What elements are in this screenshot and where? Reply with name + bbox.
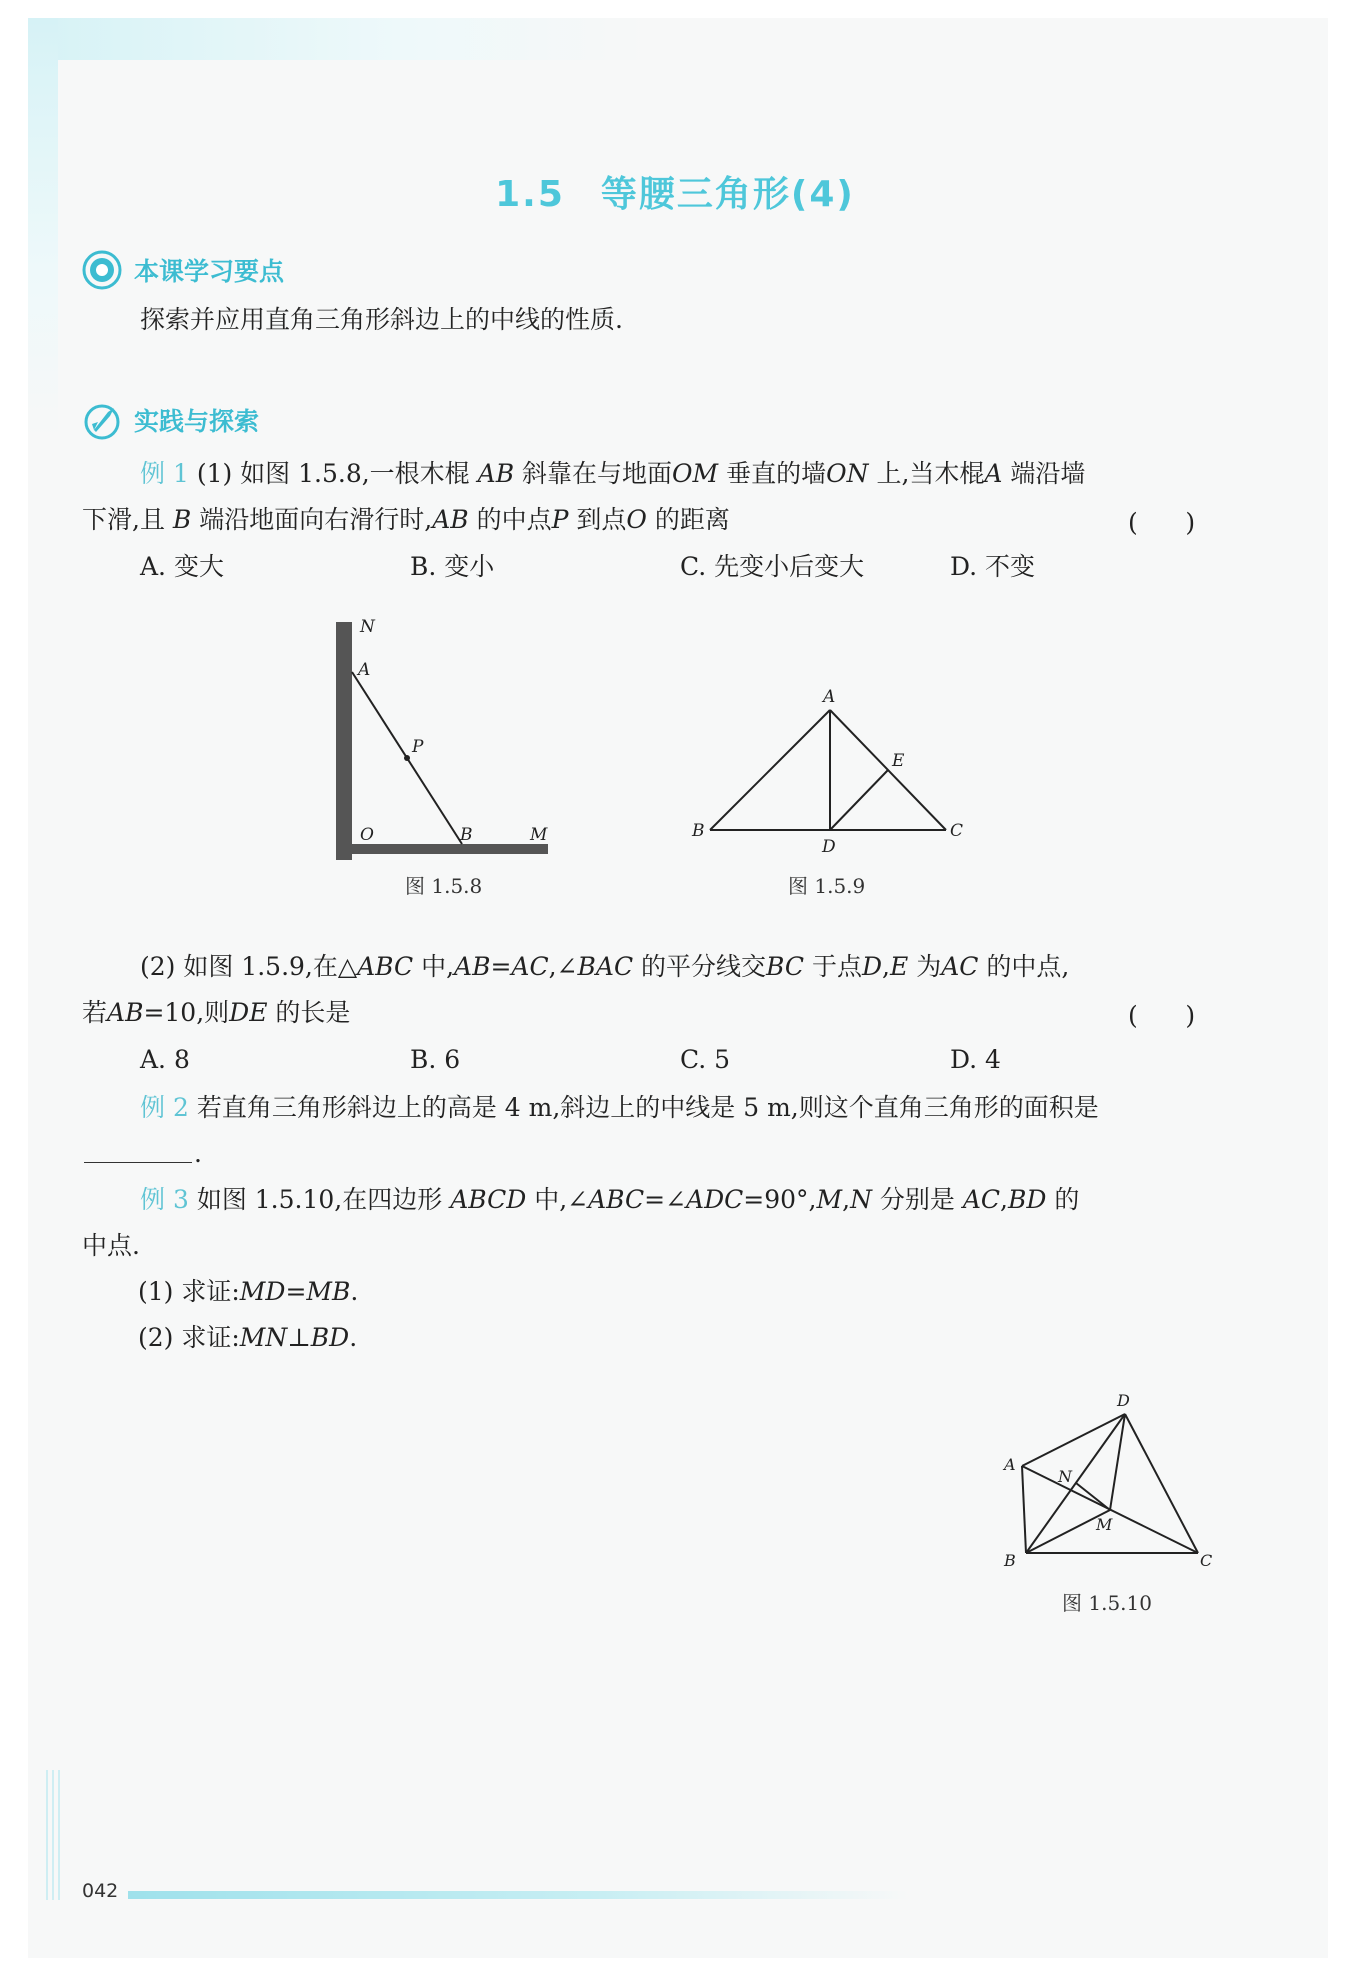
segment-de bbox=[830, 770, 888, 830]
math-var: AB bbox=[432, 505, 469, 534]
option-d: D. 不变 bbox=[950, 552, 1036, 581]
side-dc bbox=[1125, 1414, 1198, 1553]
text-segment: 到点 bbox=[576, 505, 627, 534]
label-n: N bbox=[360, 617, 375, 637]
footer-bar bbox=[128, 1891, 908, 1899]
label-n: N bbox=[1058, 1467, 1072, 1486]
label-b: B bbox=[460, 825, 473, 845]
text-segment: 上,当木棍 bbox=[876, 459, 985, 488]
example2-text: 若直角三角形斜边上的高是 4 m,斜边上的中线是 5 m,则这个直角三角形的面积是 bbox=[196, 1093, 1099, 1122]
text-segment: 的距离 bbox=[654, 505, 730, 534]
corner-decoration bbox=[28, 18, 648, 60]
text-segment: . bbox=[350, 1277, 359, 1306]
example1-label: 例 1 bbox=[140, 459, 189, 488]
label-m: M bbox=[530, 825, 548, 845]
example2-line1 bbox=[140, 1085, 1099, 1131]
math-var: AC bbox=[962, 1185, 1001, 1214]
label-a: A bbox=[823, 687, 836, 707]
math-var: E bbox=[889, 952, 909, 981]
corner-decoration-left bbox=[28, 18, 58, 438]
math-var: N bbox=[850, 1185, 872, 1214]
option-a-2: A. 8 bbox=[140, 1045, 190, 1074]
text-segment: (1) 如图 1.5.8,一根木棍 bbox=[196, 459, 470, 488]
math-var: MN bbox=[239, 1323, 288, 1352]
label-c: C bbox=[1200, 1551, 1213, 1570]
math-var: BD bbox=[310, 1323, 350, 1352]
practice-heading bbox=[82, 398, 259, 442]
option-a: A. 变大 bbox=[140, 552, 224, 581]
text-segment: (2) 求证: bbox=[138, 1323, 240, 1352]
math-var: BAC bbox=[577, 952, 634, 981]
math-var: A bbox=[984, 459, 1003, 488]
math-var: ABC bbox=[357, 952, 414, 981]
text-segment: 斜靠在与地面 bbox=[522, 459, 673, 488]
text-segment: 若 bbox=[82, 998, 108, 1027]
option-d-2: D. 4 bbox=[950, 1045, 1001, 1074]
option-b-2: B. 6 bbox=[410, 1045, 461, 1074]
text-segment: 端沿地面向右滑行时, bbox=[199, 505, 433, 534]
label-e: E bbox=[892, 751, 905, 771]
text-segment: 中, bbox=[421, 952, 455, 981]
figure-1-5-10 bbox=[1000, 1390, 1220, 1580]
text-segment: ⊥ bbox=[287, 1323, 311, 1352]
segment-mn bbox=[1076, 1483, 1110, 1510]
math-var: BD bbox=[1008, 1185, 1047, 1214]
text-segment: 分别是 bbox=[879, 1185, 955, 1214]
text-segment: 的 bbox=[1054, 1185, 1080, 1214]
math-var: AB bbox=[107, 998, 144, 1027]
text-segment: 如图 1.5.10,在四边形 bbox=[196, 1185, 443, 1214]
math-var: P bbox=[551, 505, 569, 534]
study-points-label: 本课学习要点 bbox=[134, 257, 285, 286]
math-var: DE bbox=[229, 998, 268, 1027]
side-ab bbox=[1022, 1466, 1026, 1553]
text-segment: (1) 求证: bbox=[138, 1277, 240, 1306]
label-d: D bbox=[1117, 1391, 1130, 1410]
rocket-icon bbox=[82, 400, 122, 440]
text-segment: =∠ bbox=[644, 1185, 687, 1214]
example1-part2-line1 bbox=[140, 944, 1069, 990]
text-segment: 中,∠ bbox=[534, 1185, 589, 1214]
math-var: ON bbox=[826, 459, 869, 488]
example2-end: . bbox=[194, 1139, 202, 1168]
label-a: A bbox=[1004, 1455, 1016, 1474]
text-segment: = bbox=[490, 952, 512, 981]
example3-question1 bbox=[138, 1269, 358, 1315]
side-ab bbox=[710, 710, 830, 830]
example3-line2: 中点. bbox=[82, 1231, 140, 1260]
figure-1-5-9 bbox=[680, 680, 970, 860]
text-segment: 为 bbox=[916, 952, 942, 981]
label-c: C bbox=[950, 821, 964, 841]
example2-label: 例 2 bbox=[140, 1093, 189, 1122]
option-c: C. 先变小后变大 bbox=[680, 552, 865, 581]
text-segment: = bbox=[285, 1277, 307, 1306]
label-a: A bbox=[358, 660, 371, 680]
option-b: B. 变小 bbox=[410, 552, 495, 581]
answer-blank bbox=[84, 1162, 192, 1163]
math-var: B bbox=[172, 505, 192, 534]
figure-1-5-8 bbox=[320, 610, 560, 860]
example1-line1 bbox=[140, 451, 1085, 497]
study-points-text: 探索并应用直角三角形斜边上的中线的性质. bbox=[140, 305, 623, 334]
example1-part2-line2 bbox=[82, 990, 350, 1036]
math-var: AB bbox=[477, 459, 515, 488]
math-var: AC bbox=[511, 952, 549, 981]
ground bbox=[336, 844, 548, 854]
math-var: O bbox=[626, 505, 647, 534]
side-ad bbox=[1022, 1414, 1125, 1466]
figure-1-5-10-caption: 图 1.5.10 bbox=[1062, 1591, 1152, 1615]
text-segment: ,∠ bbox=[548, 952, 578, 981]
figure-1-5-8-caption: 图 1.5.8 bbox=[405, 874, 483, 898]
text-segment: =90°, bbox=[743, 1185, 817, 1214]
text-segment: =10,则 bbox=[143, 998, 230, 1027]
text-segment: 的长是 bbox=[275, 998, 351, 1027]
label-b: B bbox=[1004, 1551, 1016, 1570]
page-number: 042 bbox=[82, 1880, 119, 1902]
answer-paren-2: ( ) bbox=[1128, 1001, 1196, 1030]
wall bbox=[336, 622, 352, 860]
section-number: 1.5 bbox=[495, 174, 565, 215]
page-title bbox=[0, 166, 1350, 217]
math-var: BC bbox=[766, 952, 805, 981]
text-segment: 的中点, bbox=[986, 952, 1070, 981]
math-var: D bbox=[861, 952, 883, 981]
math-var: ADC bbox=[686, 1185, 744, 1214]
example3-question2 bbox=[138, 1315, 357, 1361]
label-p: P bbox=[412, 737, 424, 757]
label-d: D bbox=[822, 837, 836, 857]
target-icon bbox=[82, 250, 122, 290]
text-segment: 垂直的墙 bbox=[726, 459, 827, 488]
text-segment: 端沿墙 bbox=[1010, 459, 1086, 488]
text-segment: (2) 如图 1.5.9,在△ bbox=[140, 952, 358, 981]
example3-label: 例 3 bbox=[140, 1185, 189, 1214]
math-var: MB bbox=[306, 1277, 351, 1306]
math-var: ABCD bbox=[450, 1185, 527, 1214]
example3-line1 bbox=[140, 1177, 1079, 1223]
segment-md bbox=[1110, 1414, 1125, 1510]
answer-paren: ( ) bbox=[1128, 508, 1196, 537]
math-var: M bbox=[816, 1185, 843, 1214]
math-var: AB bbox=[454, 952, 491, 981]
figure-1-5-9-caption: 图 1.5.9 bbox=[788, 874, 866, 898]
margin-decoration bbox=[46, 1770, 66, 1900]
example1-line2 bbox=[82, 497, 730, 543]
math-var: OM bbox=[672, 459, 719, 488]
section-title: 等腰三角形(4) bbox=[600, 174, 855, 215]
label-b: B bbox=[692, 821, 705, 841]
text-segment: , bbox=[1000, 1185, 1008, 1214]
text-segment: 下滑,且 bbox=[82, 505, 165, 534]
label-o: O bbox=[360, 825, 374, 845]
math-var: MD bbox=[239, 1277, 286, 1306]
point-p bbox=[404, 755, 410, 761]
option-c-2: C. 5 bbox=[680, 1045, 731, 1074]
math-var: ABC bbox=[588, 1185, 645, 1214]
study-points-heading bbox=[82, 248, 284, 292]
label-m: M bbox=[1096, 1515, 1113, 1534]
text-segment: . bbox=[349, 1323, 358, 1352]
text-segment: 的中点 bbox=[476, 505, 552, 534]
text-segment: , bbox=[842, 1185, 851, 1214]
practice-label: 实践与探索 bbox=[134, 407, 260, 436]
text-segment: 的平分线交 bbox=[641, 952, 767, 981]
text-segment: , bbox=[882, 952, 890, 981]
text-segment: 于点 bbox=[811, 952, 862, 981]
math-var: AC bbox=[941, 952, 979, 981]
